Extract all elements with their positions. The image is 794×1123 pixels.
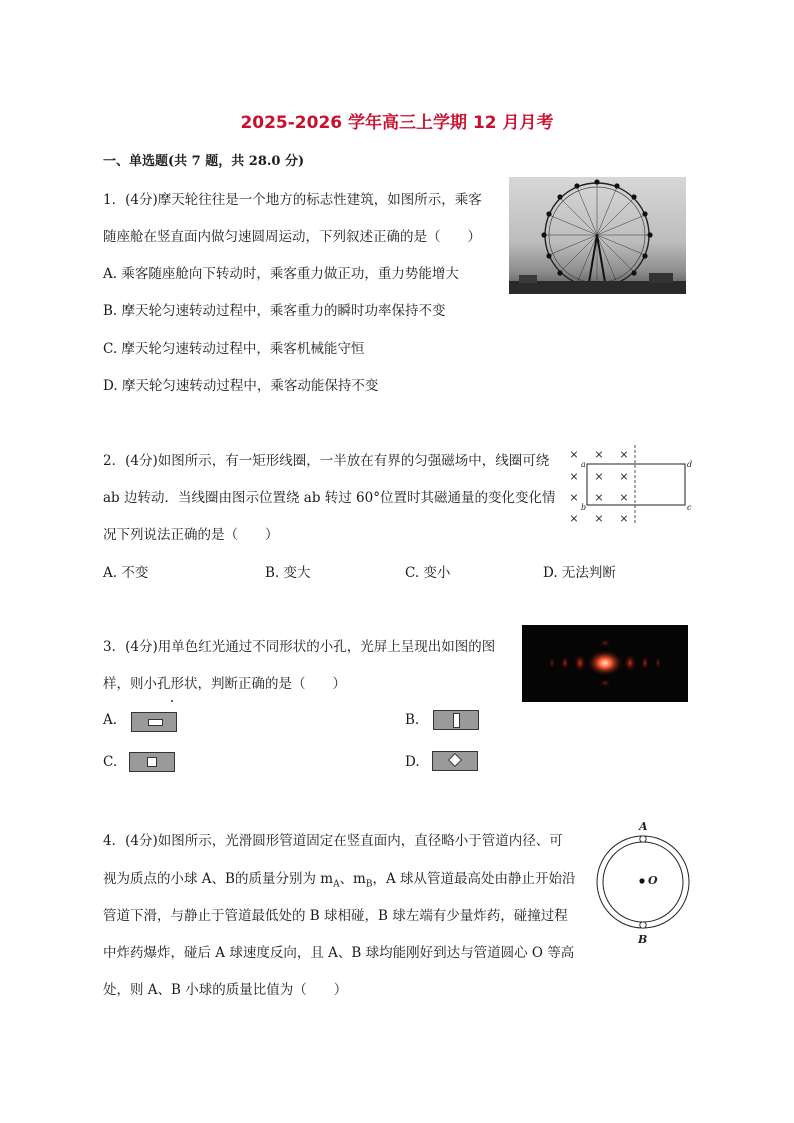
- ball-b-label: B: [638, 933, 648, 946]
- q2-option-d: D. 无法判断: [543, 565, 616, 581]
- label-c: c: [687, 503, 692, 512]
- q4-line-2-start: 视为质点的小球 A、B的质量分别为 m: [103, 871, 334, 887]
- field-cross: ×: [619, 512, 629, 525]
- q2-option-c: C. 变小: [405, 565, 451, 581]
- q3-option-b-label: B.: [405, 712, 420, 728]
- field-cross: ×: [594, 512, 604, 525]
- q2-line-1: 2．(4分)如图所示，有一矩形线圈，一半放在有界的匀强磁场中，线圈可绕: [103, 453, 550, 469]
- q4-line-2-mid: 、m: [339, 871, 366, 887]
- subscript-b: B: [365, 879, 373, 890]
- field-cross: ×: [619, 448, 629, 461]
- q3-option-c-label: C.: [103, 754, 118, 770]
- field-cross: ×: [569, 512, 579, 525]
- label-b: b: [581, 503, 587, 512]
- subscript-a: A: [333, 879, 340, 890]
- q4-line-3: 管道下滑，与静止于管道最低处的 B 球相碰，B 球左端有少量炸药，碰撞过程: [103, 908, 568, 924]
- q4-line-2-tail: ，A 球从管道最高处由静止开始沿: [372, 871, 576, 887]
- q2-option-a: A. 不变: [103, 565, 149, 581]
- q1-line-2: 随座舱在竖直面内做匀速圆周运动，下列叙述正确的是（ ）: [103, 229, 481, 245]
- label-a: a: [581, 460, 586, 469]
- q2-option-b: B. 变大: [265, 565, 311, 581]
- exam-title: 2025-2026 学年高三上学期 12 月月考: [240, 113, 554, 133]
- center-o-label: O: [648, 874, 658, 887]
- slit-vertical-figure: [433, 710, 479, 730]
- q2-line-2: ab 边转动．当线圈由图示位置绕 ab 转过 60°位置时其磁通量的变化变化情: [103, 490, 556, 506]
- diffraction-pattern-image: [522, 625, 688, 702]
- q1-option-b: B. 摩天轮匀速转动过程中，乘客重力的瞬时功率保持不变: [103, 303, 446, 319]
- field-cross: ×: [569, 491, 579, 504]
- q3-line-2: 样，则小孔形状，判断正确的是（ ）: [103, 676, 346, 692]
- ball-a-label: A: [639, 820, 648, 833]
- q3-option-a-label: A.: [103, 712, 118, 728]
- field-cross: ×: [619, 491, 629, 504]
- q3-line-1: 3．(4分)用单色红光通过不同形状的小孔，光屏上呈现出如图的图: [103, 639, 496, 655]
- square-hole-figure: [129, 752, 175, 772]
- q3-option-d-label: D.: [405, 754, 420, 770]
- diamond-hole-figure: [432, 751, 478, 771]
- label-d: d: [687, 460, 693, 469]
- field-cross: ×: [569, 448, 579, 461]
- q4-line-5: 处，则 A、B 小球的质量比值为（ ）: [103, 982, 348, 998]
- q2-line-3: 况下列说法正确的是（ ）: [103, 527, 279, 543]
- q1-line-1: 1．(4分)摩天轮往往是一个地方的标志性建筑，如图所示，乘客: [103, 192, 482, 208]
- circular-tube-diagram: [590, 815, 700, 950]
- field-cross: ×: [594, 470, 604, 483]
- slit-horizontal-figure: [131, 712, 177, 732]
- q1-option-a: A. 乘客随座舱向下转动时，乘客重力做正功，重力势能增大: [103, 266, 459, 282]
- q4-line-2: [103, 867, 576, 890]
- q4-line-4: 中炸药爆炸，碰后 A 球速度反向，且 A、B 球均能刚好到达与管道圆心 O 等高: [103, 945, 575, 961]
- field-cross: ×: [569, 470, 579, 483]
- field-cross: ×: [619, 470, 629, 483]
- field-cross: ×: [594, 491, 604, 504]
- coil-field-diagram: [562, 445, 697, 525]
- q4-line-1: 4．(4分)如图所示，光滑圆形管道固定在竖直面内，直径略小于管道内径、可: [103, 833, 563, 849]
- field-cross: ×: [594, 448, 604, 461]
- section-heading: 一、单选题(共 7 题，共 28.0 分): [103, 154, 305, 169]
- speck-mark: [171, 700, 173, 702]
- ferris-wheel-photo: [509, 177, 686, 294]
- q1-option-d: D. 摩天轮匀速转动过程中，乘客动能保持不变: [103, 378, 379, 394]
- q1-option-c: C. 摩天轮匀速转动过程中，乘客机械能守恒: [103, 341, 365, 357]
